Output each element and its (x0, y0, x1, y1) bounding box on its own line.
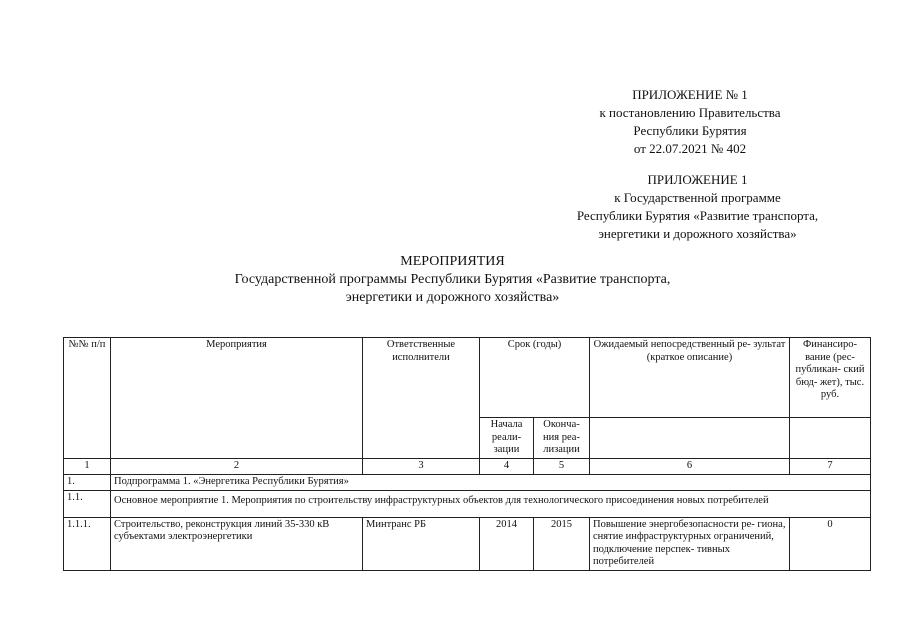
heading-line-2: энергетики и дорожного хозяйства» (345, 290, 560, 305)
header-num: №№ п/п (64, 338, 111, 459)
header-term-start: Начала реали- зации (480, 418, 534, 459)
row-end-year: 2015 (534, 517, 590, 570)
subprogram-text: Подпрограмма 1. «Энергетика Республики Бурятия» (111, 474, 871, 490)
header-term: Срок (годы) (480, 338, 590, 418)
row-num: 1.1.1. (64, 517, 111, 570)
appendix-1-block (560, 86, 820, 158)
appendix-1-line-2: Республики Бурятия (633, 123, 747, 138)
subprogram-row (64, 474, 871, 490)
appendix-2-title: ПРИЛОЖЕНИЕ 1 (647, 172, 748, 187)
row-financing: 0 (790, 517, 871, 570)
column-number: 3 (363, 458, 480, 474)
header-result: Ожидаемый непосредственный ре- зультат (краткое описание) (590, 338, 790, 418)
subprogram-num: 1. (64, 474, 111, 490)
main-measure-num: 1.1. (64, 490, 111, 517)
appendix-2-line-3: энергетики и дорожного хозяйства» (598, 226, 797, 241)
measures-table (63, 337, 871, 571)
appendix-2-line-1: к Государственной программе (614, 190, 781, 205)
column-number: 5 (534, 458, 590, 474)
column-number: 7 (790, 458, 871, 474)
column-numbers-row (64, 458, 871, 474)
header-term-end: Оконча- ния реа- лизации (534, 418, 590, 459)
row-executor: Минтранс РБ (363, 517, 480, 570)
heading-title: МЕРОПРИЯТИЯ (400, 254, 505, 269)
column-number: 6 (590, 458, 790, 474)
column-number: 2 (111, 458, 363, 474)
header-executors: Ответственные исполнители (363, 338, 480, 459)
header-result-empty (590, 418, 790, 459)
appendix-1-line-3: от 22.07.2021 № 402 (633, 141, 747, 156)
row-result: Повышение энергобезопасности ре- гиона, снятие инфраструктурных ограничений, подключение перспек- тивных потребителей (590, 517, 790, 570)
appendix-1-line-1: к постановлению Правительства (599, 105, 781, 120)
appendix-2-block (545, 171, 850, 243)
header-financing-empty (790, 418, 871, 459)
main-measure-row (64, 490, 871, 517)
heading-line-1: Государственной программы Республики Бурятия «Развитие транспорта, (234, 272, 671, 287)
table-header-row (64, 338, 871, 418)
column-number: 4 (480, 458, 534, 474)
row-start-year: 2014 (480, 517, 534, 570)
document-heading (150, 253, 755, 307)
row-measure: Строительство, реконструкция линий 35-330 кВ субъектами электроэнергетики (111, 517, 363, 570)
appendix-2-line-2: Республики Бурятия «Развитие транспорта, (576, 208, 819, 223)
table-row (64, 517, 871, 570)
column-number: 1 (64, 458, 111, 474)
header-measures: Мероприятия (111, 338, 363, 459)
header-financing: Финансиро- вание (рес- публикан- ский бюд- жет), тыс. руб. (790, 338, 871, 418)
main-measure-text: Основное мероприятие 1. Мероприятия по строительству инфраструктурных объектов для технологического присоединения новых потребителей (111, 490, 871, 517)
appendix-1-title: ПРИЛОЖЕНИЕ № 1 (632, 87, 748, 102)
